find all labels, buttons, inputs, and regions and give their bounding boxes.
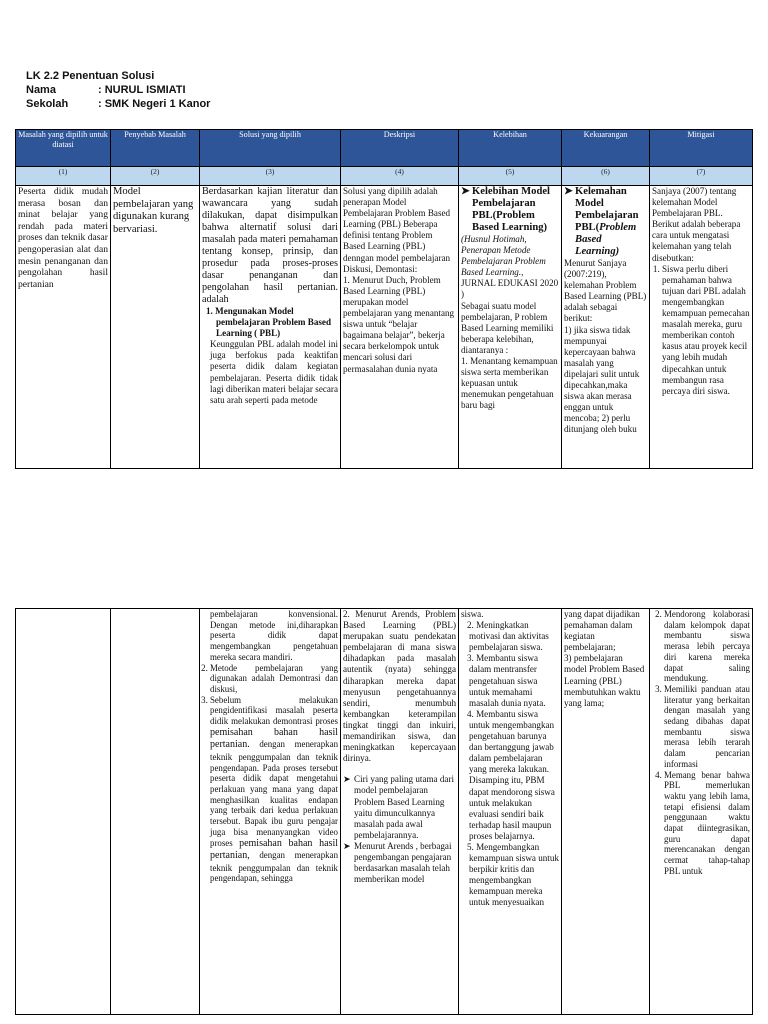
- table-number-row: [16, 167, 753, 186]
- col-header-masalah: Masalah yang dipilih untuk diatasi: [16, 130, 111, 167]
- deskripsi-cell: [341, 186, 459, 469]
- masalah-text: Peserta didik mudah merasa bosan dan minat belajar yang rendah pada materi proses dan teknik dasar pengoperasian alat dan mesin penanganan dan pengolahan hasil pertanian: [18, 186, 108, 290]
- solusi-item-2: 2. Metode pembelajaran yang digunakan adalah Demontrasi dan diskusi,: [210, 663, 338, 695]
- nama-value: : NURUL ISMIATI: [98, 84, 186, 96]
- col-header-deskripsi: Deskripsi: [341, 130, 459, 167]
- col-header-solusi: Solusi yang dipilih: [200, 130, 341, 167]
- solusi-list: [202, 663, 338, 885]
- kelebihan-item-1: 1. Menantang kemampuan siswa serta memberikan kepuasan untuk menemukan pengetahuan baru bagi: [461, 356, 558, 411]
- deskripsi-item-1: 1. Menurut Duch, Problem Based Learning (PBL) merupakan model pembelajaran yang menantang siswa untuk “belajar bagaimana belajar”, bekerja secara berkelompok untuk mencari solusi dari permasalahan dunia nyata: [343, 274, 455, 374]
- col-number: (6): [562, 167, 650, 186]
- solusi-cont: pembelajaran konvensional. Dengan metode ini,diharapkan peserta didik dapat mengembangkan pengetahuan mereka secara mandiri.: [210, 609, 338, 662]
- solusi-item-title: Mengunakan Model pembelajaran Problem Based Learning ( PBL): [215, 306, 332, 339]
- arrow-bullet-icon: ➤: [343, 840, 351, 851]
- kekurangan-title-a: Kelemahan Model Pembelajaran PBL(: [575, 186, 639, 233]
- mitigasi-intro: Sanjaya (2007) tentang kelemahan Model Pembelajaran PBL. Berikut adalah beberapa cara untuk mengatasi kelemahan yang telah disebutkan:: [652, 186, 741, 263]
- kelebihan-cite2: JURNAL EDUKASI 2020 ): [461, 278, 559, 300]
- mitigasi-list: [652, 264, 750, 397]
- mitigasi-item-3: 3. Memiliki panduan atau literatur yang berkaitan dengan masalah yang sedang dibahas dapat membantu siswa merasa lebih terarah dalam pencarian informasi: [664, 684, 750, 770]
- kelebihan-item-3: 3. Membantu siswa dalam mentransfer pengetahuan siswa untuk memahami masalah dunia nyata.: [467, 653, 546, 708]
- deskripsi-bullet-1-text: Ciri yang paling utama dari model pembelajaran Problem Based Learning yaitu dimunculkannya masalah pada awal pembelajarannya.: [354, 774, 455, 840]
- solution-table-page2: [15, 608, 753, 1015]
- sekolah-label: Sekolah: [26, 98, 69, 110]
- kelebihan-item-5: 5. Mengembangkan kemampuan siswa untuk berpikir kritis dan mengembangkan kemampuan mereka untuk menyesuaikan: [467, 841, 559, 908]
- deskripsi-cell: [341, 609, 459, 1015]
- doc-header: [26, 69, 210, 111]
- penyebab-text: Model pembelajaran yang digunakan kurang bervariasi.: [113, 186, 194, 235]
- deskripsi-bullet-1: [343, 774, 456, 841]
- solusi-cell: [200, 609, 341, 1015]
- kelebihan-item-4: 4. Membantu siswa untuk mengembangkan pengetahuan barunya dan bertanggung jawab dalam pembelajaran yang mereka lakukan. Disamping itu, PBM dapat mendorong siswa untuk melakukan evaluasi sendiri baik terhadap hasil maupun proses belajarnya.: [467, 708, 555, 841]
- col-number: (1): [16, 167, 111, 186]
- deskripsi-item-2: 2. Menurut Arends, Problem Based Learning (PBL) merupakan suatu pendekatan pembelajaran di mana siswa dihadapkan pada masalah autentik (nyata) sehingga diharapkan mereka dapat menyusun pengetahuannya sendiri, menumbuh kembangkan keterampilan tingkat tinggi dan inkuiri, memandirikan siswa, dan meningkatkan kepercayaan dirinya.: [343, 609, 456, 764]
- arrow-bullet-icon: ➤: [461, 186, 470, 197]
- solusi-cell: [200, 186, 341, 469]
- table-row: [16, 609, 753, 1015]
- deskripsi-intro: Solusi yang dipilih adalah penerapan Model Pembelajaran Problem Based Learning (PBL) Beberapa definisi tentang Problem Based Learning (PBL) denngan model pembelajaran Diskusi, Demontasi:: [343, 186, 451, 274]
- col-number: (2): [111, 167, 200, 186]
- table-header-row: [16, 130, 753, 167]
- sekolah-row: [26, 97, 210, 111]
- kekurangan-item-1: 1) jika siswa tidak mempunyai kepercayaan bahwa masalah yang dipelajari sulit untuk dipecahkan,maka siswa akan merasa enggan untuk mencoba; 2) perlu ditunjang oleh buku: [564, 324, 640, 435]
- kekurangan-text: Menurut Sanjaya (2007:219), kelemahan Problem Based Learning (PBL) adalah sebagai berikut:: [564, 258, 647, 324]
- col-number: (7): [650, 167, 753, 186]
- mitigasi-item-2: 2. Mendorong kolaborasi dalam kelompok dapat membantu siswa merasa lebih percaya diri karena mereka dapat saling mendukung.: [664, 609, 750, 684]
- solusi-intro: Berdasarkan kajian literatur dan wawancara yang sudah dilakukan, dapat disimpulkan bahwa alternatif solusi dari masalah pada materi pemahaman tentang konsep, prinsip, dan prosedur pada proses-proses dasar penanganan dan pengolahan hasil pertanian. adalah: [202, 186, 338, 305]
- solusi-item-3a: Sebelum melakukan pengidentifikasi masalah peserta didik melakukan demontrasi proses: [210, 694, 338, 727]
- solusi-item-1: [202, 306, 338, 339]
- solusi-item-3c: dengan menerapkan teknik penggumpalan dan teknik pengendapan. Pada proses tersebut peserta didik dapat mengetahui perlakuan yang mana yang dapat menghasilkan kualitas endapan yang terbaik dari kedua perlakuan tersebut. Bapak ibu guru pengajar juga bisa menanyangkan video proses: [210, 739, 339, 848]
- deskripsi-bullet-2: [343, 841, 456, 885]
- table-row: [16, 186, 753, 469]
- masalah-cell: [16, 609, 111, 1015]
- mitigasi-list: [652, 609, 750, 877]
- arrow-bullet-icon: ➤: [564, 186, 573, 197]
- kelebihan-cont: siswa.: [461, 609, 484, 619]
- nama-label: Nama: [26, 84, 56, 96]
- masalah-cell: [16, 186, 111, 469]
- kelebihan-title: Kelebihan Model Pembelajaran PBL(Problem Based Learning): [472, 186, 550, 233]
- penyebab-cell: [111, 186, 200, 469]
- solusi-item-3e: dengan menerapkan teknik penggumpalan dan teknik pengendapan, sehingga: [210, 850, 339, 884]
- col-header-kekurangan: Kekuarangan: [562, 130, 650, 167]
- kelebihan-cite: (Husnul Hotimah, Penerapan Metode Pembelajaran Problem Based Learning.,: [461, 234, 546, 278]
- solution-table-page1: [15, 129, 753, 469]
- kekurangan-item-3: 3) pembelajaran model Problem Based Learning (PBL) membutuhkan waktu yang lama;: [564, 653, 645, 708]
- mitigasi-item-4: 4. Memang benar bahwa PBL memerlukan waktu yang lebih lama, tetapi efisiensi dalam penggunaan waktu dapat diintegrasikan, guru dapat merencanakan dengan cermat tahap-tahap PBL untuk: [664, 770, 750, 877]
- spacer: [343, 764, 456, 774]
- nama-row: [26, 83, 210, 97]
- mitigasi-item-1: 1. Siswa perlu diberi pemahaman bahwa tujuan dari PBL adalah mengembangkan kemampuan pemecahan masalah mereka, guru memberikan contoh kasus atau proyek kecil yang lebih mudah dipecahkan untuk membangun rasa percaya diri siswa.: [662, 264, 750, 397]
- arrow-bullet-icon: ➤: [343, 774, 351, 785]
- kekurangan-cell: [562, 609, 650, 1015]
- col-number: (5): [459, 167, 562, 186]
- solusi-item-3d: pemisahan bahan hasil pertanian,: [210, 837, 338, 862]
- col-header-penyebab: Penyebab Masalah: [111, 130, 200, 167]
- col-header-kelebihan: Kelebihan: [459, 130, 562, 167]
- mitigasi-cell: [650, 186, 753, 469]
- mitigasi-cell: [650, 609, 753, 1015]
- deskripsi-bullet-2-text: Menurut Arends , berbagai pengembangan pengajaran berdasarkan masalah telah memberikan model: [354, 840, 452, 885]
- kelebihan-item-2: 2. Meningkatkan motivasi dan aktivitas pembelajaran siswa.: [467, 620, 549, 653]
- solusi-item-3: [210, 695, 338, 885]
- col-number: (3): [200, 167, 341, 186]
- kekurangan-title-b: Problem Based Learning): [575, 222, 637, 257]
- lk-title: LK 2.2 Penentuan Solusi: [26, 70, 155, 82]
- kekurangan-title-row: [564, 186, 647, 258]
- penyebab-cell: [111, 609, 200, 1015]
- col-header-mitigasi: Mitigasi: [650, 130, 753, 167]
- sekolah-value: : SMK Negeri 1 Kanor: [98, 98, 211, 110]
- kekurangan-cont: yang dapat dijadikan pemahaman dalam kegiatan pembelajaran;: [564, 609, 640, 653]
- col-number: (4): [341, 167, 459, 186]
- kelebihan-cell: [459, 609, 562, 1015]
- kelebihan-title-row: [461, 186, 559, 234]
- kelebihan-text: Sebagai suatu model pembelajaran, P roblem Based Learning memiliki beberapa kelebihan, diantaranya :: [461, 300, 554, 355]
- solusi-item-3b: pemisahan bahan hasil pertanian.: [210, 726, 338, 751]
- kelebihan-cell: [459, 186, 562, 469]
- solusi-item-num: 1.: [206, 306, 213, 316]
- solusi-item-text: Keunggulan PBL adalah model ini juga berfokus pada keaktifan peserta didik dalam kegiatan pembelajaran. Peserta didik tidak lagi diberikan materi belajar secara satu arah seperti pada metode: [210, 339, 338, 405]
- kekurangan-cell: [562, 186, 650, 469]
